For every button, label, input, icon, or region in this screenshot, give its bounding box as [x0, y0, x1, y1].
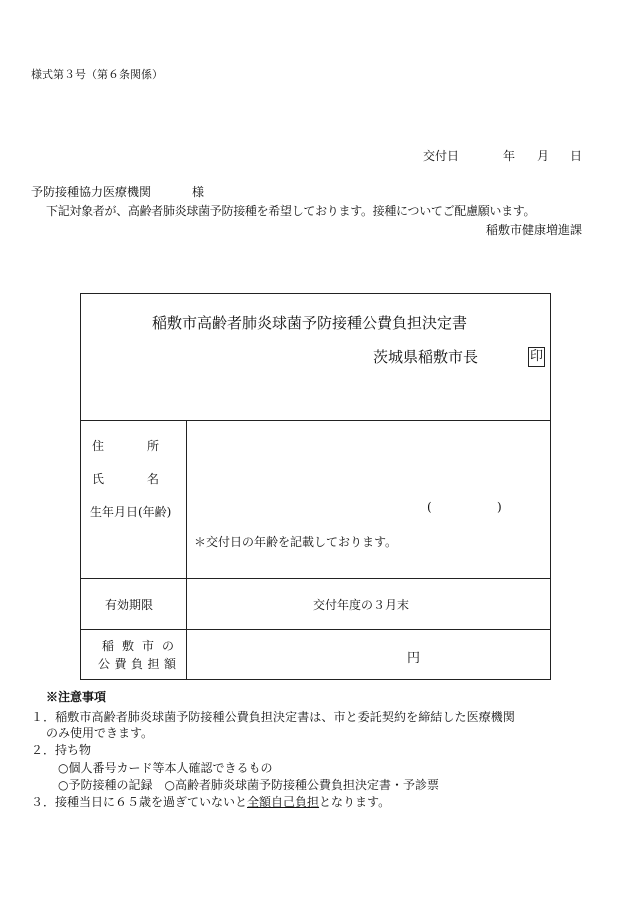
- age-note: ＊交付日の年齢を記載しております。: [194, 535, 398, 549]
- recipient-institution: 予防接種協力医療機関: [31, 185, 152, 199]
- burden-unit: 円: [407, 651, 421, 666]
- recipient-honorific: 様: [192, 185, 205, 199]
- burden-label-line1: 稲 敷 市 の: [102, 639, 174, 653]
- seal-mark: 印: [528, 347, 545, 367]
- validity-value: 交付年度の３月末: [313, 598, 410, 612]
- note-item-1-line-2: のみ使用できます。: [46, 726, 154, 740]
- full-self-pay-emphasis: 全額自己負担: [247, 795, 320, 809]
- column-divider: [186, 420, 187, 679]
- issue-date-label: 交付日: [423, 149, 460, 163]
- divider-line: [81, 629, 550, 630]
- issuer-name: 茨城県稲敷市長: [373, 348, 479, 366]
- issue-year-label: 年: [503, 149, 516, 163]
- department-name: 稲敷市健康増進課: [486, 223, 583, 237]
- form-number: 様式第３号（第６条関係）: [31, 68, 163, 81]
- form-title: 稲敷市高齢者肺炎球菌予防接種公費負担決定書: [152, 314, 468, 332]
- note-item-2-sub-1: ○個人番号カード等本人確認できるもの: [58, 761, 273, 775]
- notes-heading: ※注意事項: [46, 690, 107, 704]
- divider-line: [81, 578, 550, 579]
- address-label: 住 所: [92, 439, 159, 453]
- issue-month-label: 月: [537, 149, 550, 163]
- note-item-1-line-1: １．稲敷市高齢者肺炎球菌予防接種公費負担決定書は、市と委託契約を締結した医療機関: [31, 710, 516, 724]
- burden-label-line2: 公 費 負 担 額: [98, 657, 176, 671]
- divider-line: [81, 420, 550, 421]
- note-item-2-sub-2: ○予防接種の記録 ○高齢者肺炎球菌予防接種公費負担決定書・予診票: [58, 778, 439, 792]
- note-item-3: ３．接種当日に６５歳を過ぎていないと全額自己負担となります。: [31, 795, 391, 809]
- age-close-paren: ): [497, 500, 502, 514]
- validity-label: 有効期限: [105, 598, 154, 612]
- age-open-paren: (: [427, 500, 432, 514]
- name-label: 氏 名: [92, 472, 159, 486]
- issue-day-label: 日: [570, 149, 583, 163]
- note-item-2: ２．持ち物: [31, 743, 92, 757]
- birthdate-age-label: 生年月日(年齢): [90, 505, 172, 519]
- decision-form: [80, 293, 551, 680]
- request-text: 下記対象者が、高齢者肺炎球菌予防接種を希望しております。接種についてご配慮願います。: [46, 204, 536, 218]
